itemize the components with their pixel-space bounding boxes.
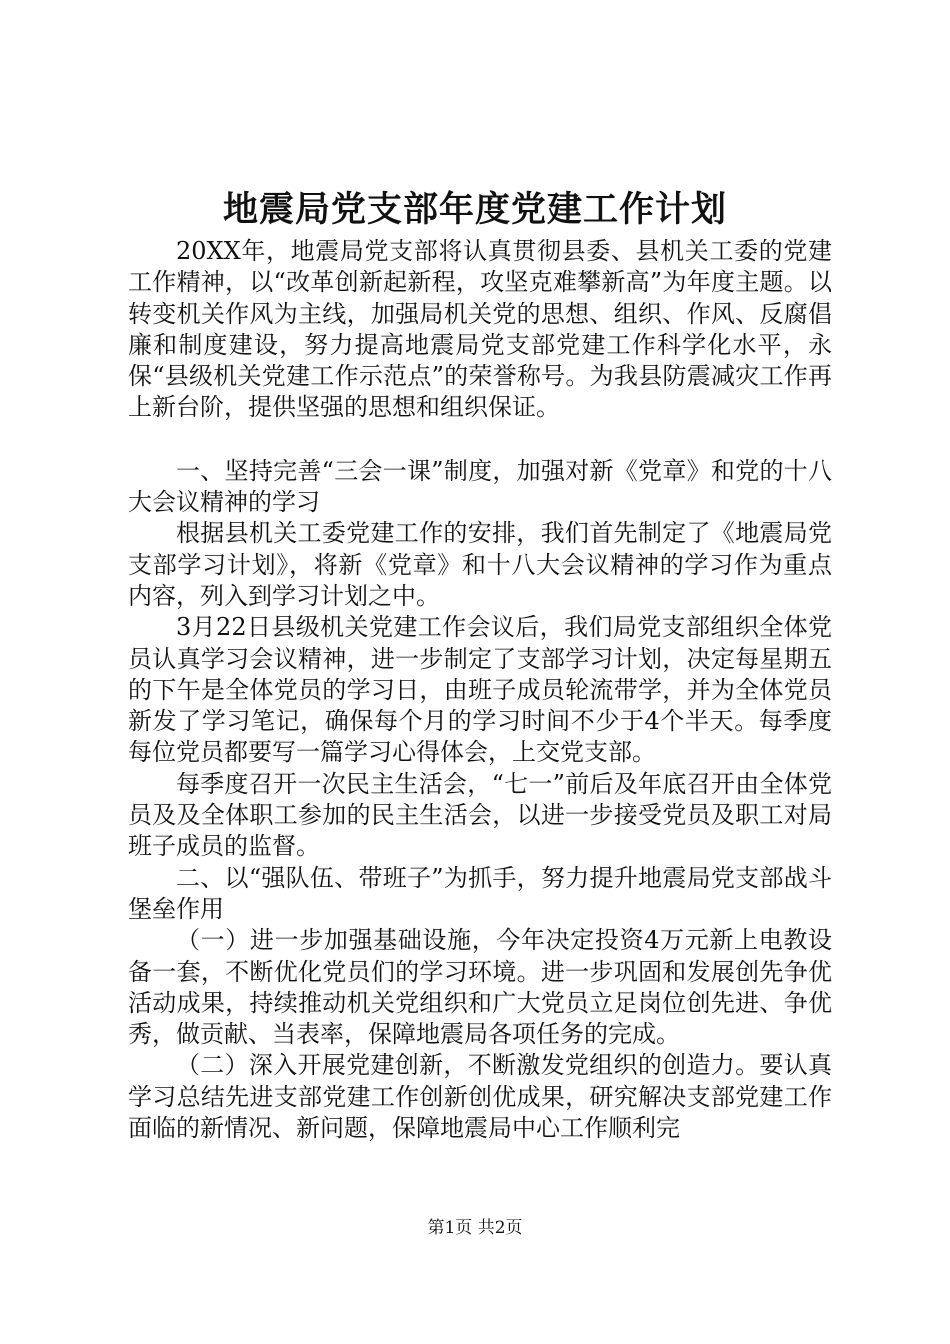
heading-section-1: 一、坚持完善“三会一课”制度，加强对新《党章》和党的十八大会议精神的学习 xyxy=(128,456,832,517)
document-title: 地震局党支部年度党建工作计划 xyxy=(222,189,727,230)
paragraph: （二）深入开展党建创新，不断激发党组织的创造力。要认真学习总结先进支部党建工作创新创优成果，研究解决支部党建工作面临的新情况、新问题，保障地震局中心工作顺利完 xyxy=(128,1051,832,1143)
paragraph: 每季度召开一次民主生活会，“七一”前后及年底召开由全体党员及及全体职工参加的民主生活会，以进一步接受党员及职工对局班子成员的监督。 xyxy=(128,769,832,861)
heading-section-2: 二、以“强队伍、带班子”为抓手，努力提升地震局党支部战斗堡垒作用 xyxy=(128,863,832,923)
document-body xyxy=(128,236,832,1144)
page-number: 第1页 共2页 xyxy=(427,1218,523,1238)
paragraph-intro: 20XX年，地震局党支部将认真贯彻县委、县机关工委的党建工作精神，以“改革创新起新程，攻坚克难攀新高”为年度主题。以转变机关作风为主线，加强局机关党的思想、组织、作风、反腐倡廉和制度建设，努力提高地震局党支部党建工作科学化水平，永保“县级机关党建工作示范点”的荣誉称号。为我县防震减灾工作再上新台阶，提供坚强的思想和组织保证。 xyxy=(128,237,832,422)
paragraph: 3月22日县级机关党建工作会议后，我们局党支部组织全体党员认真学习会议精神，进一步制定了支部学习计划，决定每星期五的下午是全体党员的学习日，由班子成员轮流带学，并为全体党员新发了学习笔记，确保每个月的学习时间不少于4个半天。每季度每位党员都要写一篇学习心得体会，上交党支部。 xyxy=(128,613,832,767)
paragraph: 根据县机关工委党建工作的安排，我们首先制定了《地震局党支部学习计划》，将新《党章》和十八大会议精神的学习作为重点内容，列入到学习计划之中。 xyxy=(128,519,832,610)
paragraph: （一）进一步加强基础设施，今年决定投资4万元新上电教设备一套，不断优化党员们的学习环境。进一步巩固和发展创先争优活动成果，持续推动机关党组织和广大党员立足岗位创先进、争优秀，做贡献、当表率，保障地震局各项任务的完成。 xyxy=(128,926,832,1049)
